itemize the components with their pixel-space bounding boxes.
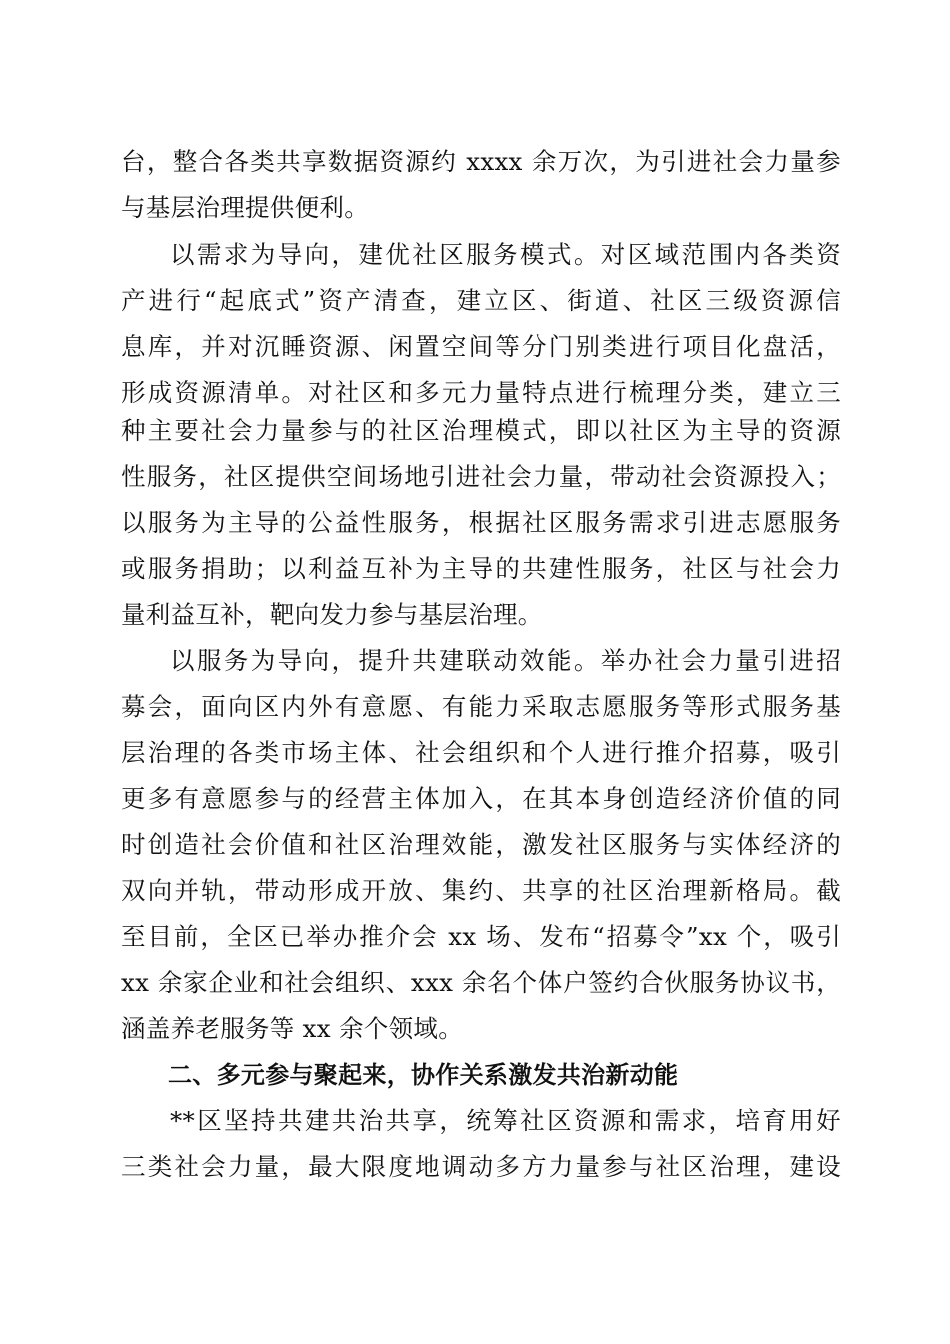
body-text-line: xx 余家企业和社会组织、xxx 余名个体户签约合伙服务协议书，	[121, 968, 841, 997]
body-text-line: 种主要社会力量参与的社区治理模式，即以社区为主导的资源	[121, 416, 841, 445]
body-text-line: 以服务为主导的公益性服务，根据社区服务需求引进志愿服务	[121, 508, 841, 537]
section-heading: 二、多元参与聚起来，协作关系激发共治新动能	[168, 1061, 679, 1089]
body-text-line: 与基层治理提供便利。	[121, 193, 369, 222]
body-text-line: 性服务，社区提供空间场地引进社会力量，带动社会资源投入；	[121, 462, 841, 491]
body-text-line: 层治理的各类市场主体、社会组织和个人进行推介招募，吸引	[121, 738, 841, 767]
body-text-line: 形成资源清单。对社区和多元力量特点进行梳理分类，建立三	[121, 378, 841, 407]
body-text-line: 至目前，全区已举办推介会 xx 场、发布“招募令”xx 个，吸引	[121, 922, 841, 951]
body-text-line: 或服务捐助；以利益互补为主导的共建性服务，社区与社会力	[121, 554, 841, 583]
body-text-line: 息库，并对沉睡资源、闲置空间等分门别类进行项目化盘活，	[121, 332, 841, 361]
body-text-line: 量利益互补，靶向发力参与基层治理。	[121, 600, 543, 629]
body-text-line: 涵盖养老服务等 xx 余个领域。	[121, 1014, 464, 1043]
paragraph-first-line: 以需求为导向，建优社区服务模式。对区域范围内各类资	[170, 240, 841, 269]
paragraph-first-line: **区坚持共建共治共享，统筹社区资源和需求，培育用好	[170, 1106, 841, 1135]
body-text-line: 募会，面向区内外有意愿、有能力采取志愿服务等形式服务基	[121, 692, 841, 721]
body-text-line: 更多有意愿参与的经营主体加入，在其本身创造经济价值的同	[121, 784, 841, 813]
paragraph-first-line: 以服务为导向，提升共建联动效能。举办社会力量引进招	[170, 646, 841, 675]
body-text-line: 时创造社会价值和社区治理效能，激发社区服务与实体经济的	[121, 830, 841, 859]
body-text-line: 产进行“起底式”资产清查，建立区、街道、社区三级资源信	[121, 286, 841, 315]
body-text-line: 台，整合各类共享数据资源约 xxxx 余万次，为引进社会力量参	[121, 147, 841, 176]
body-text-line: 三类社会力量，最大限度地调动多方力量参与社区治理，建设	[121, 1152, 841, 1181]
body-text-line: 双向并轨，带动形成开放、集约、共享的社区治理新格局。截	[121, 876, 841, 905]
